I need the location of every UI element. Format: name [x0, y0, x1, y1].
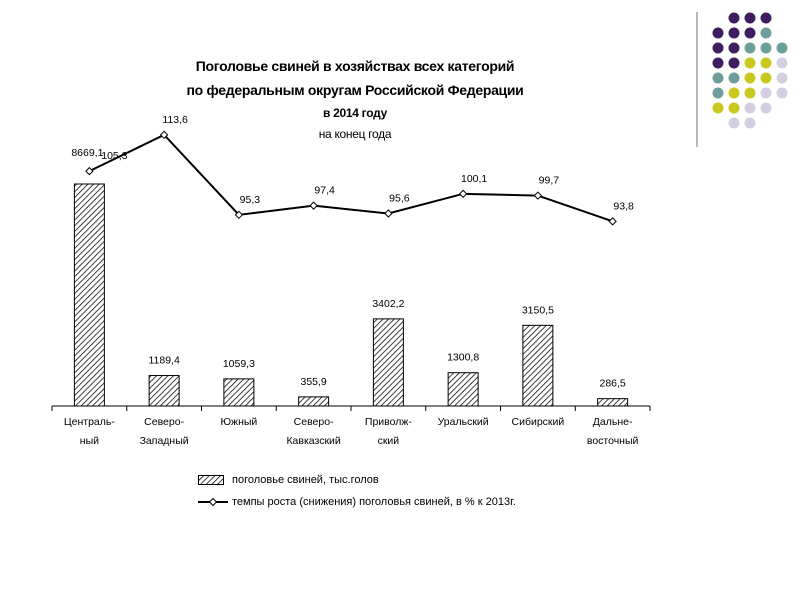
line-marker-7	[609, 218, 616, 225]
category-label-3: Северо-	[293, 416, 334, 428]
bar-7	[598, 399, 628, 406]
bar-value-label-1: 1189,4	[148, 354, 180, 367]
bar-0	[74, 184, 104, 406]
legend-swatch-line	[198, 497, 230, 507]
x-axis	[52, 406, 650, 447]
category-label-5: Уральский	[437, 416, 489, 428]
line-marker-4	[385, 210, 392, 217]
line-value-label-0: 105,3	[101, 150, 128, 163]
bar-value-label-5: 1300,8	[447, 351, 480, 364]
bar-value-label-3: 355,9	[300, 375, 327, 388]
growth-line	[89, 135, 612, 222]
category-label-0: Централь-	[63, 416, 115, 428]
line-marker-6	[534, 192, 541, 199]
category-label-2: Южный	[220, 416, 258, 428]
legend-item-bar	[198, 472, 379, 488]
bar-6	[523, 325, 553, 406]
bar-3	[299, 397, 329, 406]
category-label-7: восточный	[586, 435, 639, 447]
category-label-3: Кавказский	[286, 435, 341, 447]
bar-5	[448, 373, 478, 406]
line-value-label-7: 93,8	[613, 200, 634, 213]
line-marker-5	[460, 190, 467, 197]
line-value-label-3: 97,4	[314, 184, 335, 197]
legend-label-bar: поголовье свиней, тыс.голов	[232, 474, 379, 486]
line-marker-0	[86, 168, 93, 175]
bar-series	[74, 184, 627, 406]
line-value-label-6: 99,7	[538, 174, 560, 187]
category-label-0: ный	[79, 435, 99, 447]
chart-title-line-2: по федеральным округам Российской Федерации	[186, 82, 524, 98]
line-value-label-2: 95,3	[239, 193, 261, 206]
bar-1	[149, 376, 179, 406]
chart-subtitle: на конец года	[318, 127, 392, 141]
bar-value-label-7: 286,5	[599, 377, 626, 390]
category-label-4: Приволж-	[364, 416, 412, 428]
line-value-label-1: 113,6	[162, 113, 188, 126]
category-label-4: ский	[377, 435, 400, 447]
line-value-label-5: 100,1	[460, 172, 488, 185]
line-value-label-4: 95,6	[389, 192, 410, 205]
bar-2	[224, 379, 254, 406]
legend-item-line	[198, 494, 516, 510]
category-label-7: Дальне-	[592, 416, 633, 428]
bar-value-label-0: 8669,1	[71, 147, 104, 159]
bar-4	[373, 319, 403, 406]
legend-label-line: темпы роста (снижения) поголовья свиней, в % к 2013г.	[232, 496, 516, 508]
bar-value-label-2: 1059,3	[222, 357, 255, 370]
category-label-1: Западный	[139, 435, 189, 447]
chart-title-line-1: Поголовье свиней в хозяйствах всех категорий	[195, 58, 515, 74]
category-label-6: Сибирский	[511, 416, 565, 428]
legend-swatch-bar	[198, 475, 224, 485]
bar-value-label-6: 3150,5	[521, 304, 554, 317]
line-marker-3	[310, 202, 317, 209]
bar-value-label-4: 3402,2	[372, 297, 405, 310]
line-series	[86, 131, 616, 225]
category-label-1: Северо-	[144, 416, 185, 428]
chart-title-line-3: в 2014 году	[323, 106, 387, 120]
